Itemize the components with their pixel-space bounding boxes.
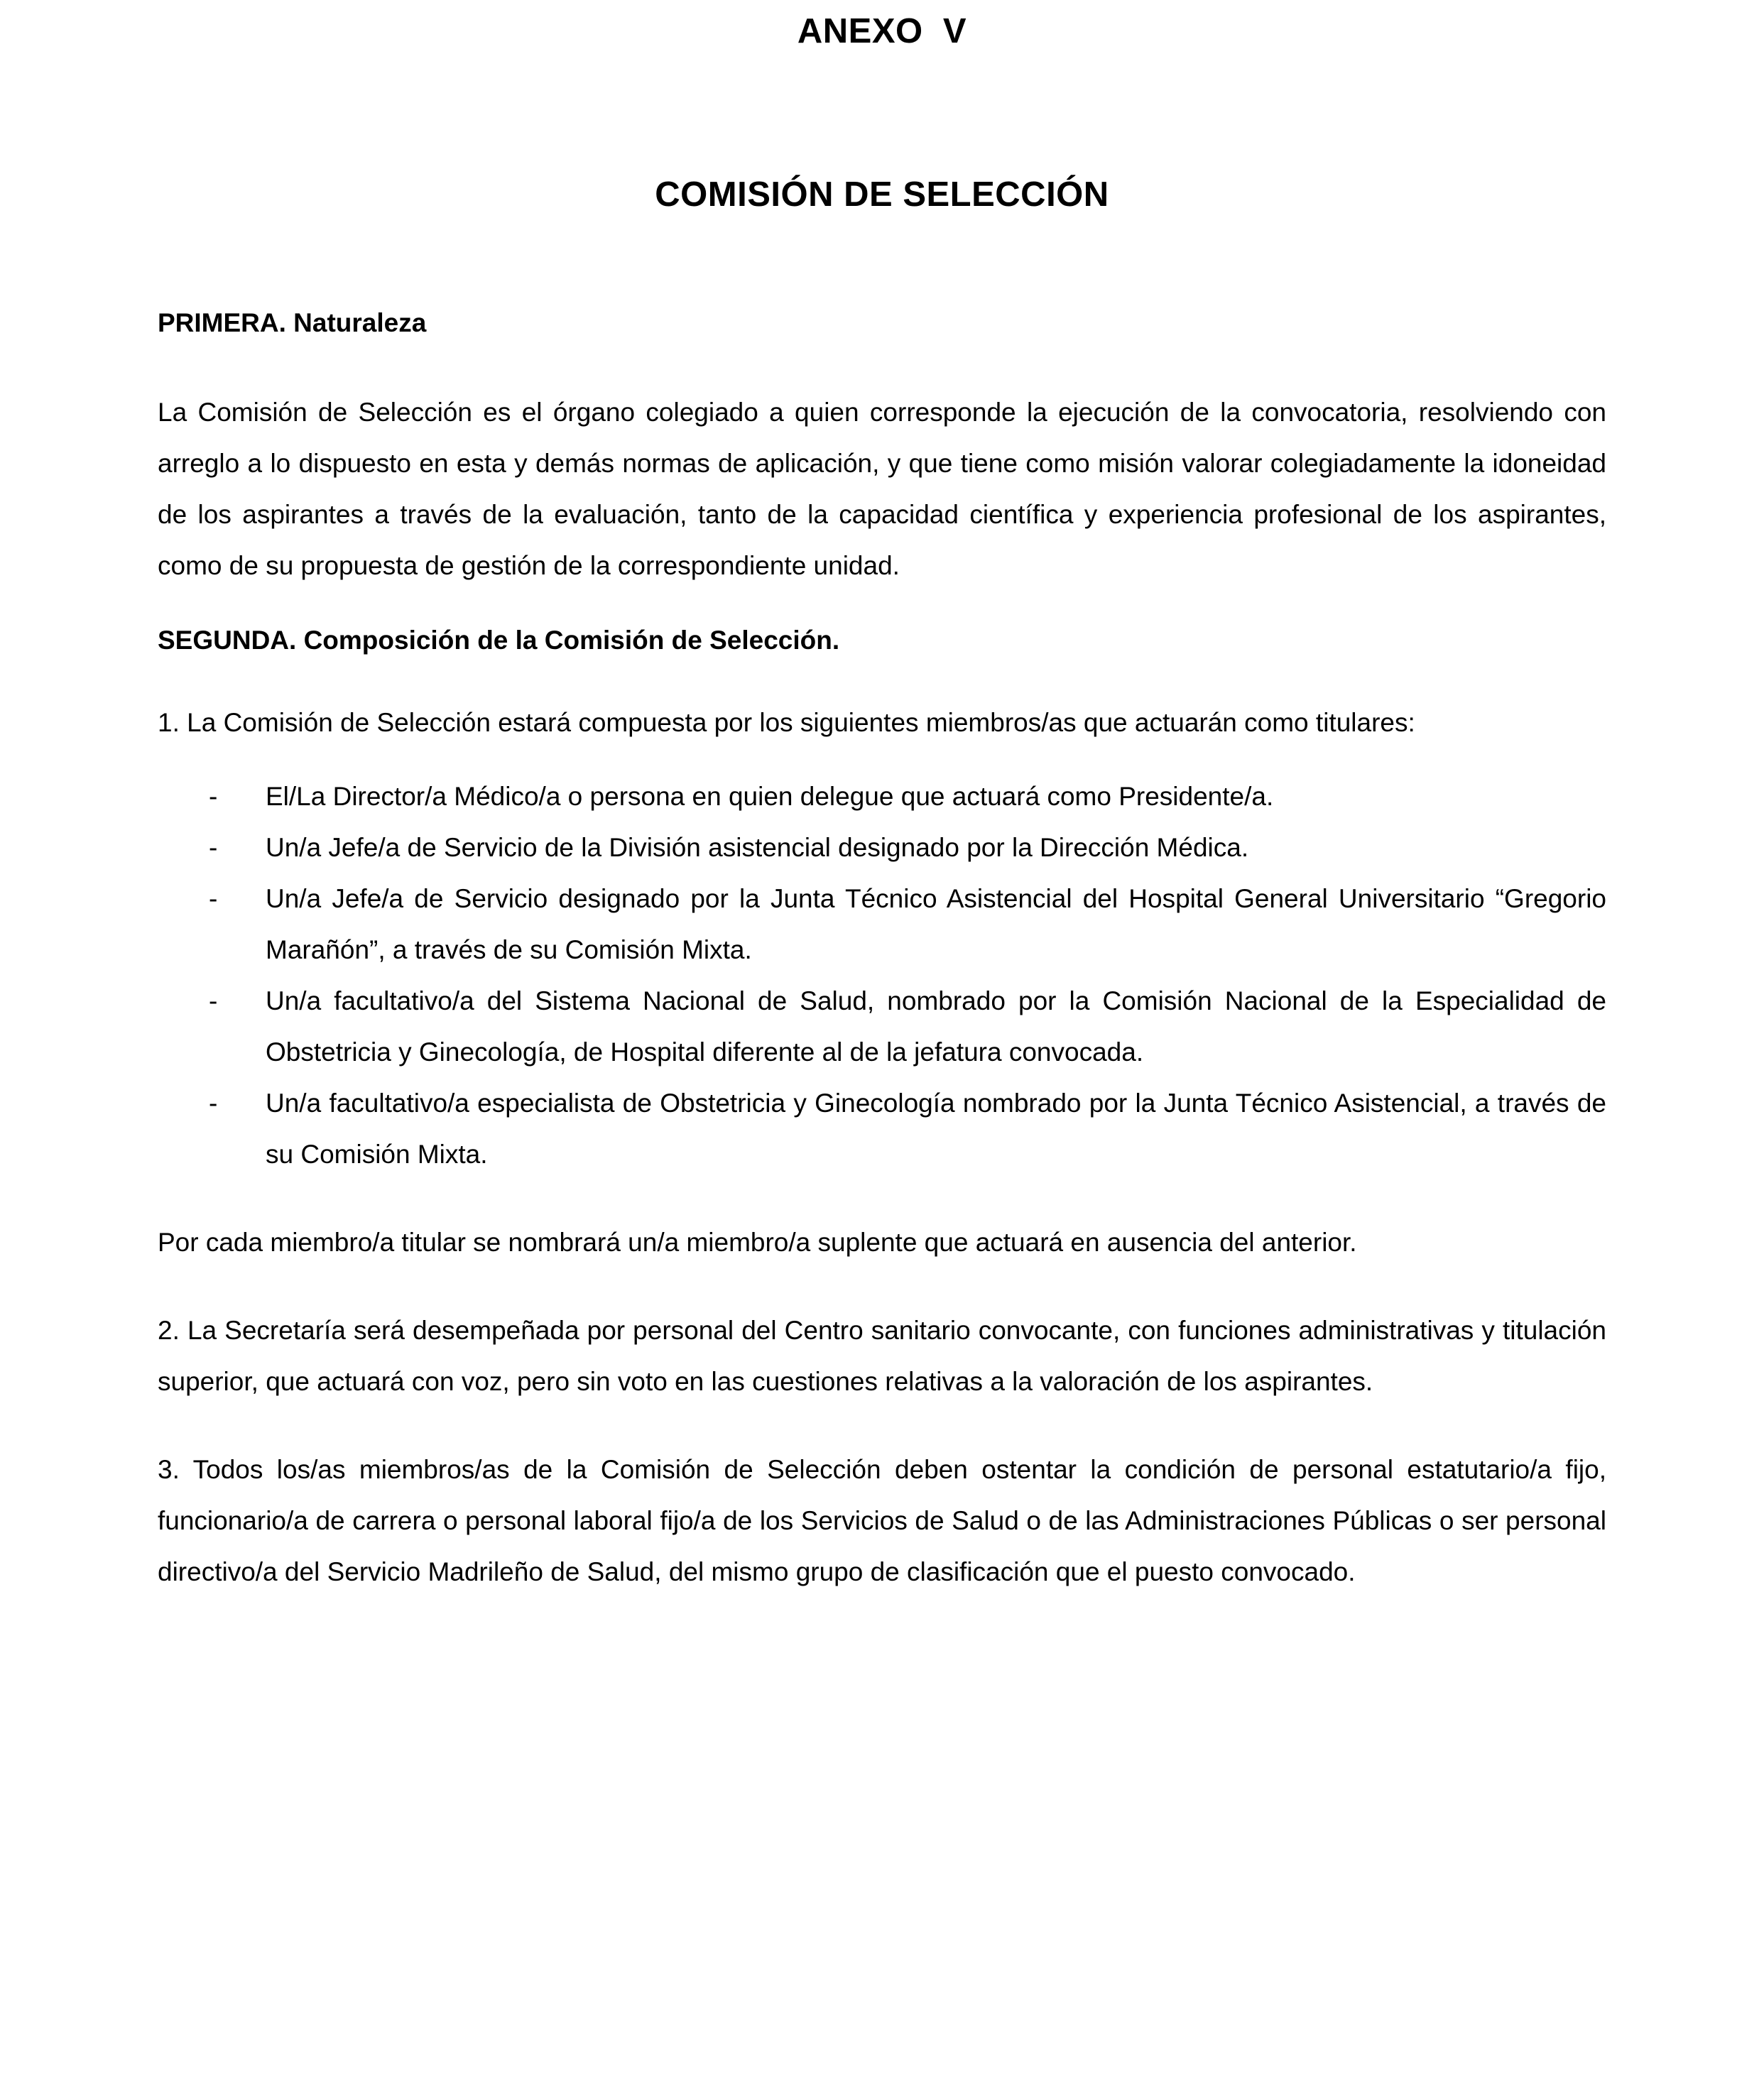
section-heading-primera: PRIMERA. Naturaleza [158, 308, 427, 337]
bullet-dash: - [209, 986, 218, 1015]
paragraph-secretaria: 2. La Secretaría será desempeñada por personal del Centro sanitario convocante, con funciones administrativas y titulación superior, que actuará con voz, pero sin voto en las cuestiones relativas a la valoración de los aspirantes. [158, 1316, 1606, 1396]
list-item-text: Un/a Jefe/a de Servicio designado por la Junta Técnico Asistencial del Hospital General Universitario “Gregorio Marañón”, a través de su Comisión Mixta. [266, 884, 1606, 964]
list-item-text: Un/a facultativo/a del Sistema Nacional de Salud, nombrado por la Comisión Nacional de la Especialidad de Obstetricia y Ginecología, de Hospital diferente al de la jefatura convocada. [266, 986, 1606, 1067]
list-item-text: Un/a Jefe/a de Servicio de la División asistencial designado por la Dirección Médica. [266, 833, 1249, 862]
bullet-dash: - [209, 833, 218, 862]
section-heading-segunda: SEGUNDA. Composición de la Comisión de Selección. [158, 626, 840, 655]
list-item-facultativo-especialista [158, 1078, 1606, 1180]
paragraph-suplente: Por cada miembro/a titular se nombrará un/a miembro/a suplente que actuará en ausencia del anterior. [158, 1228, 1357, 1257]
list-item-text: El/La Director/a Médico/a o persona en quien delegue que actuará como Presidente/a. [266, 782, 1274, 811]
bullet-dash: - [209, 782, 218, 811]
list-item-jefe-junta [158, 873, 1606, 976]
document-title: ANEXO V [797, 12, 967, 50]
document-subtitle: COMISIÓN DE SELECCIÓN [655, 175, 1109, 214]
list-item-jefe-division [158, 822, 1606, 873]
bullet-dash: - [209, 1089, 218, 1118]
members-list [158, 771, 1606, 1180]
list-item-facultativo-sns [158, 976, 1606, 1078]
bullet-dash: - [209, 884, 218, 913]
paragraph-composicion-intro: 1. La Comisión de Selección estará compuesta por los siguientes miembros/as que actuarán como titulares: [158, 708, 1415, 737]
list-item-text: Un/a facultativo/a especialista de Obstetricia y Ginecología nombrado por la Junta Técnico Asistencial, a través de su Comisión Mixta. [266, 1089, 1606, 1169]
paragraph-naturaleza: La Comisión de Selección es el órgano colegiado a quien corresponde la ejecución de la convocatoria, resolviendo con arreglo a lo dispuesto en esta y demás normas de aplicación, y que tiene como misión valorar colegiadamente la idoneidad de los aspirantes a través de la evaluación, tanto de la capacidad científica y experiencia profesional de los aspirantes, como de su propuesta de gestión de la correspondiente unidad. [158, 398, 1606, 580]
paragraph-condicion: 3. Todos los/as miembros/as de la Comisión de Selección deben ostentar la condición de personal estatutario/a fijo, funcionario/a de carrera o personal laboral fijo/a de los Servicios de Salud o de las Administraciones Públicas o ser personal directivo/a del Servicio Madrileño de Salud, del mismo grupo de clasificación que el puesto convocado. [158, 1455, 1606, 1586]
list-item-director [158, 771, 1606, 822]
